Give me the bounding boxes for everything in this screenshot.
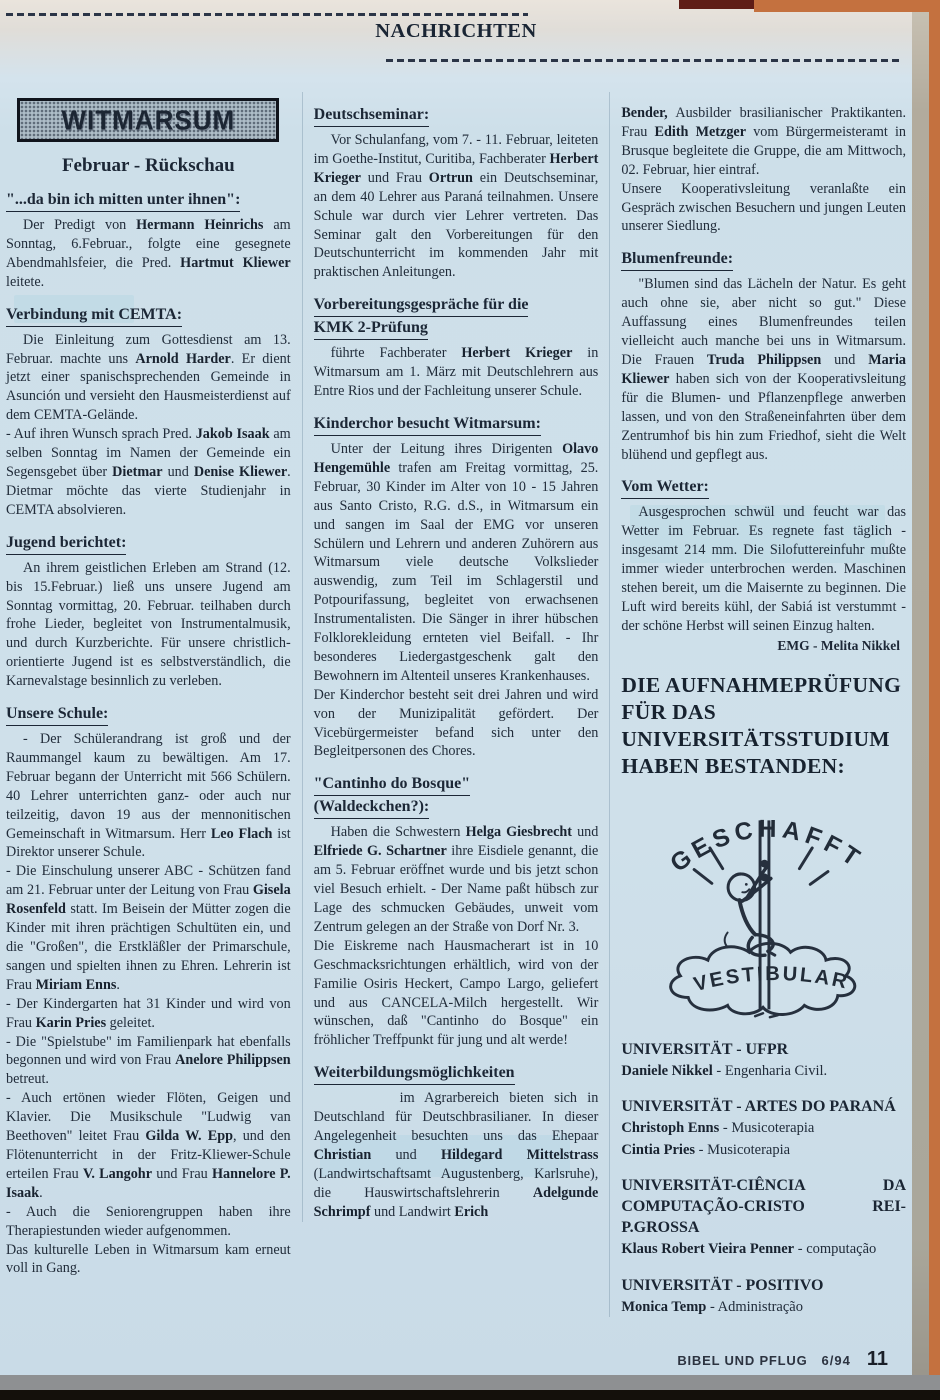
section-heading: Weiterbildungsmöglichkeiten xyxy=(314,1062,599,1085)
university-name: UNIVERSITÄT - ARTES DO PARANÁ xyxy=(621,1098,896,1116)
graduate-entry: Monica Temp - Administração xyxy=(621,1298,803,1315)
witmarsum-banner xyxy=(17,98,279,142)
university-group xyxy=(621,1039,906,1082)
paragraph: - Auf ihren Wunsch sprach Pred. Jakob Isaak am selben Sonntag im Namen der Gemeinde ein Segensgebet über Dietmar und Denise Kliewer. Dietmar möchte das vierte Studienjahr in CEMTA absolvieren. xyxy=(6,426,291,518)
article-section xyxy=(314,294,599,401)
paragraph: Das kulturelle Leben in Witmarsum kam erneut voll in Gang. xyxy=(6,1241,291,1277)
column1-subtitle: Februar - Rückschau xyxy=(61,155,235,176)
article-section xyxy=(314,104,599,282)
paragraph: - Auch ertönen wieder Flöten, Geigen und Klavier. Die Musikschule "Ludwig van Beethoven" leitet Frau Gilda W. Epp, und den Flötenunterricht in der Fritz-Kliewer-Schule erteilen Frau V. Langohr und Frau Hannelore P. Isaak. xyxy=(6,1090,291,1201)
paragraph: Der Predigt von Hermann Heinrichs am Sonntag, 6.Februar., folgte eine gesegnete Abendmahlsfeier, die Pred. Hartmut Kliewer leitete. xyxy=(6,217,291,290)
paragraph: "Blumen sind das Lächeln der Natur. Es geht auch ohne sie, aber nicht so gut." Diese Auffassung eines Blumenfreundes teilen vielleicht auch manche bei uns in Witmarsum. Die Frauen Truda Philippsen und Maria Kliewer haben sich von der Kooperativsleitung für die Blumen- und Pflanzenpflege anwerben lassen, und von den Straßeneinfahrten über dem Zentrumhof bis hin zum Friedhof, sieht die Welt blühend und gepflegt aus. xyxy=(621,276,907,463)
university-list xyxy=(621,1039,906,1318)
photo-edge-tan xyxy=(912,0,929,1375)
university-name: UNIVERSITÄT - UFPR xyxy=(621,1040,789,1058)
university-group xyxy=(621,1275,906,1318)
page-footer xyxy=(677,1348,888,1371)
issue-number: 6/94 xyxy=(821,1353,851,1368)
article-section xyxy=(314,773,599,1050)
graduate-entry: Klaus Robert Vieira Penner - computação xyxy=(621,1241,877,1258)
paragraph: - Die "Spielstube" im Familienpark hat ebenfalls begonnen und wird von Frau Anelore Philippsen betreut. xyxy=(6,1033,291,1088)
university-group xyxy=(621,1175,906,1260)
graduate-entry: Cintia Pries - Musicoterapia xyxy=(621,1141,791,1158)
paragraph: im Agrarbereich bieten sich in Deutschland für Deutschbrasilianer. In dieser Angelegenheit besuchten uns das Ehepaar Christian und Hildegard Mittelstrass (Landwirtschaftsamt Augustenberg, Karlsruhe), die Hauswirtschaftslehrerin Adelgunde Schrimpf und Landwirt Erich xyxy=(313,1090,599,1220)
university-name: UNIVERSITÄT-CIÊNCIA DA COMPUTAÇÃO-CRISTO REI-P.GROSSA xyxy=(621,1177,907,1237)
article-section xyxy=(6,532,291,691)
article-section xyxy=(6,703,291,1278)
paragraph: Haben die Schwestern Helga Giesbrecht und Elfriede G. Schartner ihre Eisdiele genannt, die am 5. Februar eröffnet wurde und bis jetzt schon viel Besuch erhielt. - Der Name paßt hübsch zur Lage des schmucken Gebäudes, unweit vom Zentrum gelegen an der Straße von Dorf Nr. 3. xyxy=(313,824,599,935)
header-dashed-divider-top xyxy=(6,13,528,16)
section-heading: Deutschseminar: xyxy=(314,104,599,127)
article-section xyxy=(6,189,291,292)
paragraph: Die Einleitung zum Gottesdienst am 13. Februar. machte uns Arnold Harder. Er dient jetzt einer spanischsprechenden Gemeinde in Asunción und versieht den Hausmeisterdienst auf dem CEMTA-Gelände. xyxy=(6,331,291,424)
column2-sections xyxy=(314,104,599,1222)
column-2 xyxy=(302,92,599,1222)
photo-bottom-gray-band xyxy=(0,1375,940,1390)
paragraph: Ausgesprochen schwül und feucht war das Wetter im Februar. Es regnete fast täglich - insgesamt 214 mm. Die Silofuttereinfuhr mußte immer wieder unterbrochen werden. Maschinen stehen bereit, um die Maisernte zu beginnen. Die Luft wird bereits kühl, der Sabiá ist verstummt - der schöne Herbst will seinen Einzug halten. xyxy=(621,504,907,634)
photo-corner-orange xyxy=(754,0,940,12)
page-title: NACHRICHTEN xyxy=(375,20,537,42)
paragraph: - Der Kindergarten hat 31 Kinder und wird von Frau Karin Pries geleitet. xyxy=(6,995,291,1031)
section-heading: Kinderchor besucht Witmarsum: xyxy=(314,413,599,436)
column1-sections xyxy=(6,189,291,1278)
university-name: UNIVERSITÄT - POSITIVO xyxy=(621,1276,824,1294)
article-columns xyxy=(6,92,906,1317)
university-group xyxy=(621,1096,906,1160)
article-section xyxy=(621,104,906,236)
paragraph: Die Eiskreme nach Hausmacherart ist in 10 Geschmacksrichtungen erhältlich, wird von der Familie Osiris Heckert, Campo Largo, geliefert und aus CANCELA-Milch hergestellt. Wir wünschen, daß "Cantinho do Bosque" ein fröhlicher Treffpunkt für jung und alt werde! xyxy=(313,937,599,1049)
article-section xyxy=(314,413,599,761)
section-heading: Blumenfreunde: xyxy=(621,248,906,271)
article-section xyxy=(621,476,906,635)
paragraph: Bender, Ausbilder brasilianischer Praktikanten. Frau Edith Metzger vom Bürgermeisteramt in Brusque begleitete die Gruppe, die am Mittwoch, 02. Februar, hier eintraf. xyxy=(621,105,907,178)
article-byline: EMG - Melita Nikkel xyxy=(777,637,901,653)
paragraph: Unsere Kooperativsleitung veranlaßte ein Gespräch zwischen Besuchern und jungen Leuten unserer Siedlung. xyxy=(621,180,907,235)
university-results-heading: DIE AUFNAHMEPRÜFUNG FÜR DAS UNIVERSITÄTSSTUDIUM HABEN BESTANDEN: xyxy=(621,672,902,778)
paragraph: - Auch die Seniorengruppen haben ihre Therapiestunden wieder aufgenommen. xyxy=(6,1203,291,1239)
paragraph: Unter der Leitung ihres Dirigenten Olavo Hengemühle trafen am Freitag vormittag, 25. Februar, 30 Kinder im Alter von 10 - 15 Jahren aus Santo Cristo, R.G. d.S., in Witmarsum ein und sangen im Saal der EMG vor unseren Schülern und Lehrern und anderen Zuhörern aus Witmarsum viele deutsche Volkslieder auswendig, zum Teil im Schlagerstil und Potpourifassung, begleitet von erwachsenen Instrumentalisten. Die Sänger in ihrer hübschen Folklorekleidung ernteten viel Beifall. - Ihr besonderes Liedergastgeschenk galt den Bewohnern im Altenteil unseres Krankenhauses. xyxy=(313,440,599,684)
witmarsum-banner-label: WITMARSUM xyxy=(61,103,236,136)
section-heading: Jugend berichtet: xyxy=(6,532,291,555)
section-heading: Unsere Schule: xyxy=(6,703,291,726)
magazine-name: BIBEL UND PFLUG xyxy=(677,1353,808,1368)
graduate-entry: Daniele Nikkel - Engenharia Civil. xyxy=(621,1062,828,1079)
paragraph: führte Fachberater Herbert Krieger in Witmarsum am 1. März mit Deutschlehrern aus Entre Rios und der Fachleitung unserer Schule. xyxy=(313,345,599,400)
column-1 xyxy=(6,92,291,1278)
header-dashed-divider-bottom xyxy=(386,59,902,62)
photo-bottom-black-band xyxy=(0,1390,940,1400)
graduate-entry: Christoph Enns - Musicoterapia xyxy=(621,1120,815,1137)
photo-corner-maroon xyxy=(679,0,756,9)
section-heading: "Cantinho do Bosque" (Waldeckchen?): xyxy=(314,773,599,819)
article-section xyxy=(621,248,906,464)
column3-sections xyxy=(621,104,906,636)
paragraph: Der Kinderchor besteht seit drei Jahren und wird von der Munizipalität gefördert. Der Vicebürgermeister befand sich unter den Begleitpersonen des Chores. xyxy=(313,686,599,760)
paragraph: An ihrem geistlichen Erleben am Strand (12. bis 15.Februar.) ließ uns unsere Jugend am Sonntag vormittag, 20. Februar. teilhaben durch frohe Lieder, begleitet von Instrumentalmusik, und durch Kurzberichte. Für unsere christlich-orientierte Jugend ist es selbstverständlich, die Karnevalstage besinnlich zu verleben. xyxy=(6,559,291,690)
section-heading: Vorbereitungsgespräche für die KMK 2-Prüfung xyxy=(314,294,599,340)
vestibular-cloud-text: VESTIBULAR xyxy=(691,962,851,996)
paragraph: - Die Einschulung unserer ABC - Schützen fand am 21. Februar unter der Leitung von Frau Gisela Rosenfeld statt. Im Beisein der Mütter zogen die Kinder mit ihren prächtigen Schultüten ein, und die "Großen", die Erstkläßler der Primarschule, sangen und spielten ihnen zu Ehren. Lehrerin ist Frau Miriam Enns. xyxy=(6,863,291,993)
photo-edge-orange xyxy=(929,0,940,1375)
section-heading: "...da bin ich mitten unter ihnen": xyxy=(6,189,291,212)
vestibular-illustration xyxy=(641,788,887,1024)
column-3 xyxy=(609,92,906,1317)
section-heading: Vom Wetter: xyxy=(621,476,906,499)
paragraph: - Der Schülerandrang ist groß und der Raummangel kaum zu bewältigen. Am 17. Februar begann der Unterricht mit 566 Schülern. 40 Lehrer unterrichten ganz- oder auch nur teilzeitig, davon 19 aus der mennonitischen Gemeinschaft in Witmarsum. Herr Leo Flach ist Direktor unserer Schule. xyxy=(6,731,291,861)
article-section xyxy=(314,1062,599,1221)
page-number: 11 xyxy=(866,1348,888,1370)
paragraph: Vor Schulanfang, vom 7. - 11. Februar, leiteten im Goethe-Institut, Curitiba, Fachberater Herbert Krieger und Frau Ortrun ein Deutschseminar, an dem 40 Lehrer aus Paraná teilnahmen. Unsere Schule war durch vier Lehrer vertreten. Das Seminar galt den Vorbereitungen für den Deutschunterricht im kommenden Jahr mit praktischen Anleitungen. xyxy=(313,132,599,281)
section-heading: Verbindung mit CEMTA: xyxy=(6,304,291,327)
climber-figure xyxy=(724,860,774,956)
article-section xyxy=(6,304,291,520)
geschafft-arc-text: GESCHAFFT xyxy=(665,815,868,878)
